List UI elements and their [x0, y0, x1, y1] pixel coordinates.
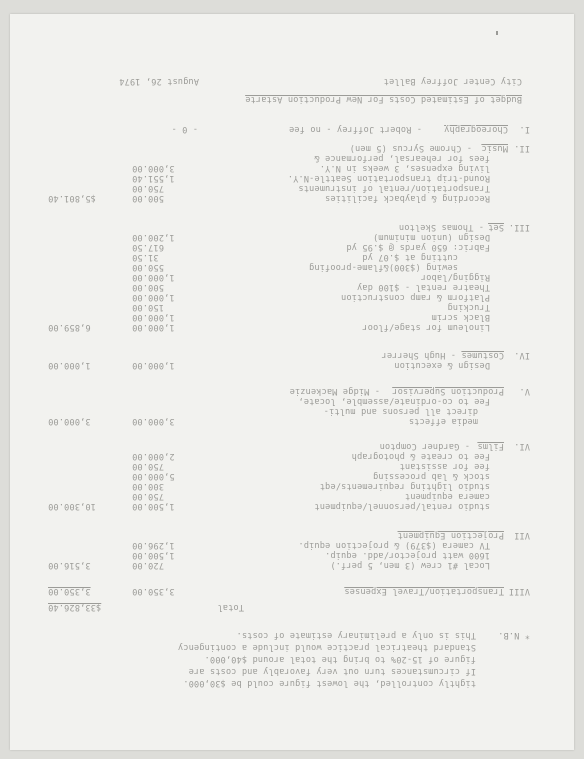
section-total-projection: 3,516.00	[48, 560, 91, 570]
section-num-supervisor: V.	[519, 386, 530, 396]
line-item-text: Fee to co-ordinate/assemble, locate,	[298, 396, 490, 406]
line-item-amount: 3,350.00	[132, 586, 175, 596]
note-line: This is only a preliminary estimate of costs.	[236, 630, 476, 640]
line-item-amount: 500.00	[132, 282, 164, 292]
note-line: If circumstances turn out very favorably and costs are	[188, 666, 476, 676]
section-tail-costumes: - Hugh Sherrer	[381, 350, 456, 360]
line-item-amount: 2,000.00	[132, 451, 175, 461]
section-head-films: Films	[477, 441, 504, 451]
grand-total-label: Total	[217, 602, 244, 612]
section-head-travel: Transportation/Travel Expenses	[344, 586, 504, 596]
line-item-amount: 5,000.00	[132, 471, 175, 481]
line-item-amount: 3,000.00	[132, 416, 175, 426]
section-tail-set: - Thomas Skelton	[398, 222, 484, 232]
line-item-text: fees for rehearsal, performance &	[314, 153, 490, 163]
line-item-text: cutting at $.07 yd	[362, 252, 458, 262]
document-date: August 26, 1974	[119, 76, 199, 86]
section-tail-choreo: - Robert Joffrey - no fee	[288, 124, 422, 134]
section-num-projection: VII	[514, 530, 530, 540]
section-total-supervisor: 3,000.00	[48, 416, 91, 426]
mirrored-typewritten-text	[10, 14, 574, 750]
document-page	[10, 14, 574, 750]
line-item-amount: 1,000.00	[132, 272, 175, 282]
grand-total-value: $33,826.40	[48, 602, 102, 612]
line-item-amount: 31.50	[132, 252, 159, 262]
line-item-text: TV camera ($379) & projection equip.	[298, 540, 490, 550]
section-tail-films: - Gardner Compton	[379, 441, 470, 451]
line-item-text: Design (union minimum)	[372, 232, 490, 242]
line-item-amount: 150.00	[132, 302, 164, 312]
line-item-amount: 1,500.00	[132, 550, 175, 560]
section-head-choreo: Choreography	[444, 124, 508, 134]
line-item-text: Round-trip transportation Seattle-N.Y.	[287, 173, 490, 183]
line-item-text: Black scrim	[431, 312, 490, 322]
section-total-costumes: 1,000.00	[48, 360, 91, 370]
section-total-choreo: - 0 -	[171, 124, 198, 134]
line-item-text: Platform & ramp construction	[340, 292, 490, 302]
line-item-amount: 1,000.00	[132, 292, 175, 302]
line-item-text: stock & lab processing	[372, 471, 490, 481]
section-head-supervisor: Production Supervisor	[392, 386, 504, 396]
line-item-text: Transportation/rental of instruments	[298, 183, 490, 193]
line-item-amount: 1,296.00	[132, 540, 175, 550]
line-item-amount: 300.00	[132, 481, 164, 491]
line-item-text: Recording & playback facilities	[324, 193, 490, 203]
section-head-projection: Projection Equipment	[397, 530, 504, 540]
line-item-text: 1600 watt projector/add. equip.	[324, 550, 490, 560]
line-item-amount: 1,000.00	[132, 322, 175, 332]
line-item-text: Linoleum for stage/floor	[362, 322, 490, 332]
section-num-music: II.	[514, 143, 530, 153]
section-total-music: $5,801.40	[48, 193, 96, 203]
line-item-text: fee for assistant	[399, 461, 490, 471]
line-item-amount: 1,500.00	[132, 501, 175, 511]
line-item-amount: 1,000.00	[132, 360, 175, 370]
line-item-amount: 550.00	[132, 262, 164, 272]
line-item-text: studio lighting requirements/eqt	[319, 481, 490, 491]
line-item-amount: 1,000.00	[132, 312, 175, 322]
section-head-set: Set	[488, 222, 504, 232]
line-item-text: Local #1 crew (3 men, 5 perf.)	[330, 560, 490, 570]
line-item-text: camera equipment	[404, 491, 490, 501]
line-item-text: studio rental/personnel/equipment	[314, 501, 490, 511]
section-num-set: III.	[508, 222, 530, 232]
section-total-films: 10,300.00	[48, 501, 96, 511]
line-item-text: Trucking	[447, 302, 490, 312]
note-line: tightly controlled, the lowest figure could be $30,000.	[183, 678, 476, 688]
section-tail-music: - Chrome Syrcus (5 men)	[349, 143, 472, 153]
line-item-amount: 750.00	[132, 183, 164, 193]
section-num-choreo: I.	[519, 124, 530, 134]
section-num-costumes: IV.	[514, 350, 530, 360]
line-item-amount: 500.00	[132, 193, 164, 203]
note-mark: * N.B.	[498, 630, 530, 640]
section-tail-supervisor: - Midge Mackenzie	[289, 386, 380, 396]
document-title: Budget of Estimated Costs For New Production Astarte	[245, 94, 522, 104]
line-item-amount: 1,551.40	[132, 173, 175, 183]
line-item-amount: 1,200.00	[132, 232, 175, 242]
org-name: City Center Joffrey Ballet	[383, 76, 522, 86]
line-item-text: direct all persons and multi-	[323, 406, 478, 416]
line-item-amount: 750.00	[132, 491, 164, 501]
note-line: Standard theatrical practice would include a contingency	[177, 642, 476, 652]
line-item-amount: 3,000.00	[132, 163, 175, 173]
section-head-music: Music	[481, 143, 508, 153]
note-line: figure of 15-20% to bring the total around $40,000.	[204, 654, 476, 664]
line-item-text: living expenses, 3 weeks in N.Y.	[319, 163, 490, 173]
line-item-text: Fee to create & photograph	[351, 451, 490, 461]
line-item-text: sewing ($300)&flame-proofing	[308, 262, 458, 272]
line-item-text: Rigging/labor	[420, 272, 490, 282]
line-item-amount: 750.00	[132, 461, 164, 471]
section-total-travel: 3,350.00	[48, 586, 91, 596]
section-head-costumes: Costumes	[461, 350, 504, 360]
section-num-films: VI.	[514, 441, 530, 451]
section-total-set: 6,859.00	[48, 322, 91, 332]
section-num-travel: VIII	[508, 586, 530, 596]
line-item-text: Fabric: 650 yards @ $.95 yd	[346, 242, 490, 252]
line-item-text: Design & execution	[394, 360, 490, 370]
line-item-text: media effects	[408, 416, 478, 426]
line-item-text: Theatre rental - $100 day	[356, 282, 490, 292]
line-item-amount: 617.50	[132, 242, 164, 252]
line-item-amount: 720.00	[132, 560, 164, 570]
